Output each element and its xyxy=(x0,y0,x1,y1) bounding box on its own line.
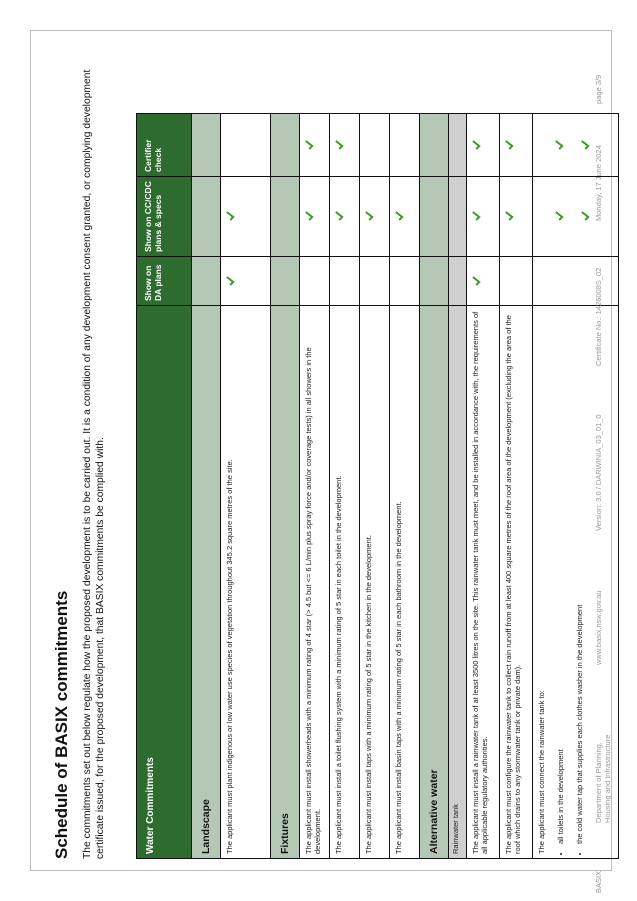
footer-page-number: page 3/9 xyxy=(594,74,603,104)
cert-check-cell xyxy=(500,114,533,177)
cert-check-cell xyxy=(300,114,330,177)
section-row-landscape xyxy=(192,114,221,859)
cert-check-cell xyxy=(390,114,420,177)
commitment-text: The applicant must install taps with a minimum rating of 5 star in the kitchen in the development. xyxy=(360,306,390,859)
cert-check-cell xyxy=(330,114,360,177)
table-row xyxy=(467,114,500,859)
footer-version: Version: 3.0 / DARWINIA_03_01_0 xyxy=(594,414,603,531)
check-mark-icon xyxy=(554,212,564,222)
table-header-row xyxy=(137,114,192,859)
da-check-cell xyxy=(467,257,500,306)
commitment-text: The applicant must install a toilet flushing system with a minimum rating of 5 star in each toilet in the development. xyxy=(330,306,360,859)
check-mark-icon xyxy=(225,276,235,286)
water-commitments-table xyxy=(136,113,619,859)
list-item: • all toilets in the development xyxy=(556,310,565,844)
cc-check-cell xyxy=(467,177,500,257)
commitment-text: The applicant must install basin taps with a minimum rating of 5 star in each bathroom in the development. xyxy=(390,306,420,859)
footer-certificate: Certificate No.: 1426008S_02 xyxy=(594,267,603,366)
cc-check-cell xyxy=(300,177,330,257)
intro-paragraph: The commitments set out below regulate how the proposed development is to be carried out. It is a condition of any development consent granted, or complying development certificate issued, for the proposed development, that BASIX commitments be complied with. xyxy=(82,69,106,859)
check-mark-icon xyxy=(225,212,235,222)
cert-check-cell xyxy=(221,114,271,177)
check-mark-icon xyxy=(554,140,564,150)
footer-department: Department of Planning, Housing and Infrastructure xyxy=(594,734,612,823)
check-mark-icon xyxy=(504,212,514,222)
da-check-cell xyxy=(300,257,330,306)
check-mark-icon xyxy=(471,140,481,150)
table-row xyxy=(300,114,330,859)
section-title: Alternative water xyxy=(420,306,449,859)
cc-check-cell xyxy=(390,177,420,257)
table-row xyxy=(360,114,390,859)
check-mark-icon xyxy=(471,212,481,222)
check-mark-icon xyxy=(334,212,344,222)
list-item-check xyxy=(554,118,566,172)
header-show-on-da: Show on DA plans xyxy=(137,257,192,306)
check-mark-icon xyxy=(334,140,344,150)
commitment-text: The applicant must install showerheads with a minimum rating of 4 star (> 4.5 but <= 6 L/min plus spray force and/or coverage tests) in all showers in the development. xyxy=(300,306,330,859)
list-item: • the cold water tap that supplies each clothes washer in the development xyxy=(575,310,584,844)
section-title: Fixtures xyxy=(271,306,300,859)
page-footer xyxy=(590,33,624,893)
cc-check-cell xyxy=(221,177,271,257)
check-mark-icon xyxy=(394,212,404,222)
section-title: Landscape xyxy=(192,306,221,859)
da-check-cell xyxy=(221,257,271,306)
cc-check-cell xyxy=(360,177,390,257)
check-mark-icon xyxy=(471,276,481,286)
commitment-text: The applicant must install a rainwater tank of at least 3500 litres on the site. This rainwater tank must meet, and be installed in accordance with, the requirements of all applicable regulatory authorities. xyxy=(467,306,500,859)
table-row xyxy=(330,114,360,859)
cc-check-cell xyxy=(330,177,360,257)
table-row xyxy=(390,114,420,859)
footer-basix: BASIX xyxy=(594,870,603,893)
header-certifier-check: Certifier check xyxy=(137,114,192,177)
commitment-text: The applicant must configure the rainwater tank to collect rain runoff from at least 400 square metres of the roof area of the development (excluding the area of the roof which drains to any stormwater tank or private dam). xyxy=(500,306,533,859)
check-mark-icon xyxy=(580,212,590,222)
check-mark-icon xyxy=(304,140,314,150)
commitment-text: The applicant must plant indigenous or low water use species of vegetation throughout 345.2 square metres of the site. xyxy=(221,306,271,859)
cert-check-cell xyxy=(467,114,500,177)
rotated-page xyxy=(30,30,612,871)
check-mark-icon xyxy=(304,212,314,222)
footer-date: Monday, 17 June 2024 xyxy=(594,145,603,221)
connection-list xyxy=(556,310,584,854)
cert-check-cell xyxy=(360,114,390,177)
table-row xyxy=(221,114,271,859)
check-mark-icon xyxy=(504,140,514,150)
page-title: Schedule of BASIX commitments xyxy=(52,590,71,859)
footer-website: www.basix.nsw.gov.au xyxy=(594,590,603,665)
subsection-row-rainwater-tank xyxy=(449,114,467,859)
section-row-alternative-water xyxy=(420,114,449,859)
section-row-fixtures xyxy=(271,114,300,859)
da-check-cell xyxy=(500,257,533,306)
check-mark-icon xyxy=(580,140,590,150)
table-row xyxy=(500,114,533,859)
list-item-check xyxy=(554,181,566,252)
header-water-commitments: Water Commitments xyxy=(137,306,192,859)
da-check-cell xyxy=(330,257,360,306)
header-show-on-cc: Show on CC/CDC plans & specs xyxy=(137,177,192,257)
subsection-title: Rainwater tank xyxy=(449,306,467,859)
da-check-cell xyxy=(360,257,390,306)
da-check-cell xyxy=(390,257,420,306)
connect-intro: The applicant must connect the rainwater tank to: xyxy=(537,690,546,854)
check-mark-icon xyxy=(364,212,374,222)
cc-check-cell xyxy=(500,177,533,257)
